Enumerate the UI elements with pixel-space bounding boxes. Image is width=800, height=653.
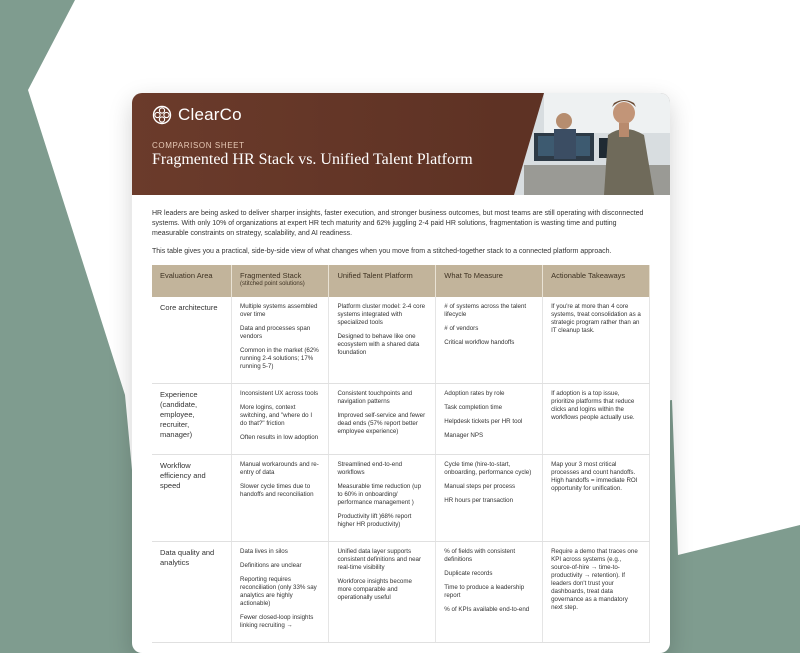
page-title: Fragmented HR Stack vs. Unified Talent Platform (152, 151, 473, 168)
cell-item: Manual workarounds and re-entry of data (240, 461, 319, 476)
cell-item: If adoption is a top issue, prioritize platforms that reduce clicks and logins within the workflows people actually use. (551, 390, 635, 421)
office-photo (504, 93, 670, 195)
cell-item: Adoption rates by role (444, 390, 505, 397)
intro-paragraph-1: HR leaders are being asked to deliver sharper insights, faster execution, and stronger business outcomes, but most teams are still operating with disconnected systems. With only 10% of organizations at expert HR tech maturity and 62% juggling 2-4 paid HR solutions, fragmentation is wasting time and putting measurable constraints on strategy, scalability, and AI readiness. (152, 210, 644, 237)
cell-item: Cycle time (hire-to-start, onboarding, performance cycle) (444, 461, 532, 476)
cell-takeaways (543, 542, 650, 643)
cell-measure (436, 455, 543, 542)
evaluation-area: Data quality and analytics (152, 542, 232, 643)
col-header-fragmented-sub: (stitched point solutions) (240, 281, 305, 287)
cell-item: Inconsistent UX across tools (240, 390, 319, 397)
cell-item: # of vendors (444, 325, 479, 332)
col-header-unified: Unified Talent Platform (329, 265, 436, 297)
cell-item: More logins, context switching, and "where do I do that?" friction (240, 404, 313, 427)
cell-fragmented (232, 542, 329, 643)
cell-fragmented (232, 384, 329, 455)
logo-icon (152, 105, 172, 125)
cell-item: # of systems across the talent lifecycle (444, 303, 527, 318)
evaluation-area: Experience (candidate, employee, recruiter, manager) (152, 384, 232, 455)
cell-item: Data lives in silos (240, 548, 288, 555)
sheet-label: COMPARISON SHEET (152, 141, 245, 150)
cell-item: Improved self-service and fewer dead ends (57% report better employee experience) (337, 412, 426, 435)
cell-item: If you're at more than 4 core systems, treat consolidation as a strategic program rather than an IT cleanup task. (551, 303, 641, 334)
cell-measure (436, 384, 543, 455)
cell-item: Manager NPS (444, 432, 484, 439)
cell-item: Workforce insights become more comparable and operationally useful (337, 578, 412, 601)
col-header-fragmented: Fragmented Stack (stitched point solutions) (232, 265, 329, 297)
cell-unified (329, 542, 436, 643)
table-row (152, 542, 650, 643)
cell-measure (436, 297, 543, 384)
cell-takeaways (543, 297, 650, 384)
col-header-measure: What To Measure (436, 265, 543, 297)
cell-item: Unified data layer supports consistent definitions and near real-time visibility (337, 548, 422, 571)
intro-text (152, 209, 652, 265)
cell-item: Task completion time (444, 404, 503, 411)
cell-item: Definitions are unclear (240, 562, 302, 569)
table-row (152, 384, 650, 455)
brand-logo (152, 105, 242, 125)
cell-item: Map your 3 most critical processes and count handoffs. High handoffs = immediate ROI opportunity for unification. (551, 461, 638, 492)
cell-item: % of KPIs available end-to-end (444, 606, 530, 613)
cell-item: Reporting requires reconciliation (only 33% say analytics are highly actionable) (240, 576, 317, 607)
cell-item: Often results in low adoption (240, 434, 319, 441)
cell-item: Helpdesk tickets per HR tool (444, 418, 523, 425)
table-header-row (152, 265, 650, 297)
cell-item: Manual steps per process (444, 483, 516, 490)
comparison-sheet (132, 93, 670, 653)
table-row (152, 297, 650, 384)
cell-item: Duplicate records (444, 570, 493, 577)
cell-item: Critical workflow handoffs (444, 339, 515, 346)
cell-measure (436, 542, 543, 643)
cell-item: Data and processes span vendors (240, 325, 311, 340)
table-row (152, 455, 650, 542)
cell-item: Fewer closed-loop insights linking recruiting → (240, 614, 314, 629)
cell-item: Streamlined end-to-end workflows (337, 461, 403, 476)
cell-item: Designed to behave like one ecosystem with a shared data foundation (337, 333, 420, 356)
cell-item: Platform cluster model: 2-4 core systems integrated with specialized tools (337, 303, 426, 326)
cell-takeaways (543, 384, 650, 455)
cell-item: Multiple systems assembled over time (240, 303, 318, 318)
evaluation-area: Core architecture (152, 297, 232, 384)
brand-name: ClearCo (178, 105, 242, 124)
cell-item: Productivity lift )68% report higher HR productivity) (337, 513, 412, 528)
cell-item: HR hours per transaction (444, 497, 514, 504)
evaluation-area: Workflow efficiency and speed (152, 455, 232, 542)
cell-takeaways (543, 455, 650, 542)
cell-item: Time to produce a leadership report (444, 584, 525, 599)
cell-item: Consistent touchpoints and navigation patterns (337, 390, 413, 405)
cell-unified (329, 384, 436, 455)
cell-item: Common in the market (62% running 2-4 solutions; 17% running 5-7) (240, 347, 319, 370)
cell-item: Slower cycle times due to handoffs and reconciliation (240, 483, 314, 498)
comparison-table (152, 265, 650, 643)
cell-item: % of fields with consistent definitions (444, 548, 516, 563)
cell-fragmented (232, 455, 329, 542)
cell-item: Require a demo that traces one KPI across systems (e.g., source-of-hire → time-to-productivity → retention). If leaders don't trust your dashboards, treat data governance as a mandatory next step. (551, 548, 638, 611)
cell-unified (329, 297, 436, 384)
col-header-takeaways: Actionable Takeaways (543, 265, 650, 297)
cell-item: Measurable time reduction (up to 60% in onboarding/ performance management ) (337, 483, 422, 506)
cell-unified (329, 455, 436, 542)
intro-paragraph-2: This table gives you a practical, side-by-side view of what changes when you move from a stitched-together stack to a connected platform approach. (152, 248, 612, 255)
header-banner (132, 93, 670, 195)
cell-fragmented (232, 297, 329, 384)
col-header-evaluation: Evaluation Area (152, 265, 232, 297)
